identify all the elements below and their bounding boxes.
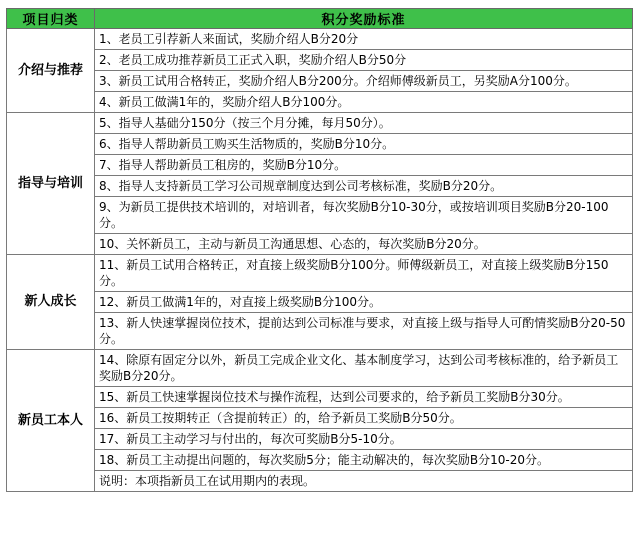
header-row <box>7 9 633 29</box>
list-item: 15、新员工快速掌握岗位技术与操作流程，达到公司要求的，给予新员工奖励B分30分。 <box>95 387 633 408</box>
table-row <box>7 134 633 155</box>
list-item: 11、新员工试用合格转正，对直接上级奖励B分100分。师傅级新员工，对直接上级奖励B分150分。 <box>95 255 633 292</box>
list-item: 16、新员工按期转正（含提前转正）的，给予新员工奖励B分50分。 <box>95 408 633 429</box>
table-row <box>7 197 633 234</box>
list-item: 17、新员工主动学习与付出的，每次可奖励B分5-10分。 <box>95 429 633 450</box>
category-referral: 介绍与推荐 <box>7 29 95 113</box>
reward-standards-table <box>6 8 633 492</box>
list-item: 6、指导人帮助新员工购买生活物质的，奖励B分10分。 <box>95 134 633 155</box>
list-item: 1、老员工引荐新人来面试，奖励介绍人B分20分 <box>95 29 633 50</box>
list-item: 3、新员工试用合格转正，奖励介绍人B分200分。介绍师傅级新员工，另奖励A分100分。 <box>95 71 633 92</box>
table-row <box>7 429 633 450</box>
list-item: 9、为新员工提供技术培训的，对培训者，每次奖励B分10-30分，或按培训项目奖励B分20-100分。 <box>95 197 633 234</box>
category-guidance: 指导与培训 <box>7 113 95 255</box>
category-new-employee: 新员工本人 <box>7 350 95 492</box>
list-item: 5、指导人基础分150分（按三个月分摊，每月50分）。 <box>95 113 633 134</box>
table-row <box>7 408 633 429</box>
table-row <box>7 292 633 313</box>
table-row <box>7 471 633 492</box>
category-growth: 新人成长 <box>7 255 95 350</box>
reward-table-container <box>6 8 632 492</box>
table-row <box>7 350 633 387</box>
list-item: 10、关怀新员工，主动与新员工沟通思想、心态的，每次奖励B分20分。 <box>95 234 633 255</box>
table-row <box>7 176 633 197</box>
table-row <box>7 71 633 92</box>
note-item: 说明：本项指新员工在试用期内的表现。 <box>95 471 633 492</box>
list-item: 8、指导人支持新员工学习公司规章制度达到公司考核标准，奖励B分20分。 <box>95 176 633 197</box>
table-row <box>7 113 633 134</box>
list-item: 13、新人快速掌握岗位技术，提前达到公司标准与要求，对直接上级与指导人可酌情奖励B分20-50分。 <box>95 313 633 350</box>
table-row <box>7 313 633 350</box>
header-standard: 积分奖励标准 <box>95 9 633 29</box>
table-row <box>7 155 633 176</box>
list-item: 2、老员工成功推荐新员工正式入职，奖励介绍人B分50分 <box>95 50 633 71</box>
list-item: 4、新员工做满1年的，奖励介绍人B分100分。 <box>95 92 633 113</box>
list-item: 12、新员工做满1年的，对直接上级奖励B分100分。 <box>95 292 633 313</box>
table-row <box>7 387 633 408</box>
list-item: 18、新员工主动提出问题的，每次奖励5分；能主动解决的，每次奖励B分10-20分。 <box>95 450 633 471</box>
list-item: 7、指导人帮助新员工租房的，奖励B分10分。 <box>95 155 633 176</box>
table-row <box>7 92 633 113</box>
list-item: 14、除原有固定分以外，新员工完成企业文化、基本制度学习，达到公司考核标准的，给予新员工奖励B分20分。 <box>95 350 633 387</box>
table-row <box>7 255 633 292</box>
table-row <box>7 450 633 471</box>
table-row <box>7 234 633 255</box>
table-row <box>7 50 633 71</box>
header-category: 项目归类 <box>7 9 95 29</box>
table-row <box>7 29 633 50</box>
